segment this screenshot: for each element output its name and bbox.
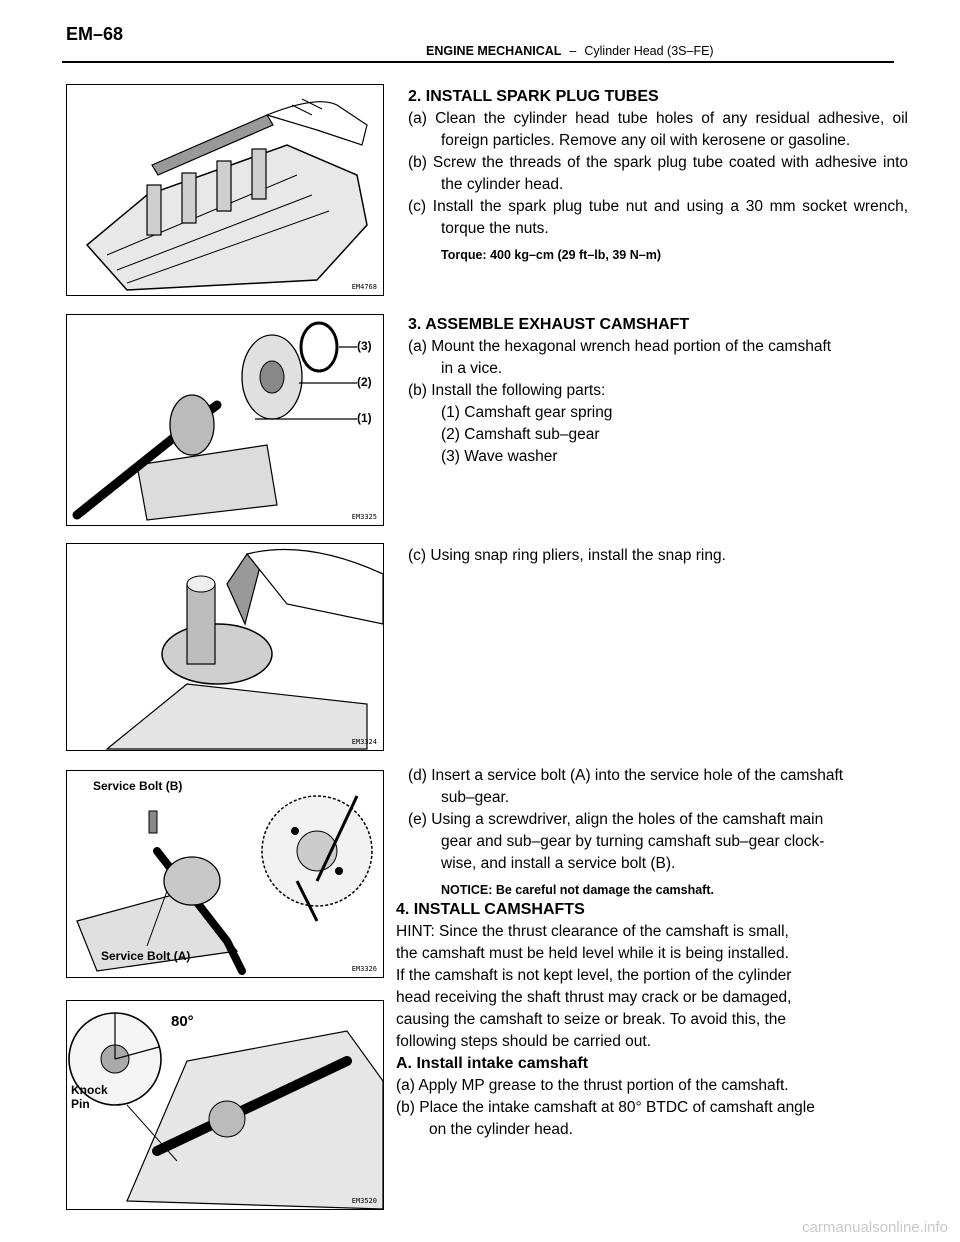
step-3-e-1: (e) Using a screwdriver, align the holes of the camshaft main bbox=[408, 811, 824, 828]
figure-service-bolts bbox=[66, 770, 384, 978]
step-3-de-block bbox=[408, 765, 908, 907]
step-3-e-3: wise, and install a service bolt (B). bbox=[441, 855, 676, 872]
header-rule bbox=[62, 61, 894, 63]
figure-snap-ring bbox=[66, 543, 384, 751]
figure-exhaust-camshaft-parts bbox=[66, 314, 384, 526]
hint-line-2: the camshaft must be held level while it is being installed. bbox=[396, 945, 789, 962]
section-title: ENGINE MECHANICAL bbox=[426, 44, 562, 58]
step-3-block bbox=[408, 314, 908, 468]
step-4-block bbox=[396, 899, 906, 1141]
step-3-b: (b) Install the following parts: bbox=[408, 382, 606, 399]
watermark: carmanualsonline.info bbox=[802, 1219, 948, 1236]
step-2-b: (b) Screw the threads of the spark plug tube coated with adhesive into the cylinder head. bbox=[408, 154, 908, 193]
label-part-3: (3) bbox=[357, 339, 372, 353]
step-4-a: (a) Apply MP grease to the thrust portion of the camshaft. bbox=[396, 1077, 789, 1094]
notice: NOTICE: Be careful not damage the camshaft. bbox=[441, 883, 714, 897]
intake-camshaft-illustration bbox=[67, 1001, 383, 1209]
step-4-sub-heading: A. Install intake camshaft bbox=[396, 1055, 589, 1072]
figure-code: EM4768 bbox=[351, 283, 377, 291]
hint-line-3: If the camshaft is not kept level, the portion of the cylinder bbox=[396, 967, 792, 984]
step-3-c: (c) Using snap ring pliers, install the snap ring. bbox=[408, 547, 726, 564]
label-knock-pin: Knock Pin bbox=[71, 1083, 108, 1111]
figure-spark-plug-tubes bbox=[66, 84, 384, 296]
step-2-block bbox=[408, 86, 908, 272]
camshaft-parts-illustration bbox=[67, 315, 383, 525]
label-service-bolt-a: Service Bolt (A) bbox=[101, 949, 191, 963]
step-3-e-2: gear and sub–gear by turning camshaft sub–gear clock- bbox=[441, 833, 825, 850]
step-2-heading: 2. INSTALL SPARK PLUG TUBES bbox=[408, 88, 659, 105]
label-angle: 80° bbox=[171, 1013, 194, 1030]
torque-spec: Torque: 400 kg–cm (29 ft–lb, 39 N–m) bbox=[441, 248, 661, 262]
figure-code: EM3324 bbox=[351, 738, 377, 746]
step-4-b-1: (b) Place the intake camshaft at 80° BTDC of camshaft angle bbox=[396, 1099, 815, 1116]
label-part-1: (1) bbox=[357, 411, 372, 425]
hint-line-5: causing the camshaft to seize or break. To avoid this, the bbox=[396, 1011, 787, 1028]
service-bolt-illustration bbox=[67, 771, 383, 977]
hint-line-6: following steps should be carried out. bbox=[396, 1033, 652, 1050]
snap-ring-illustration bbox=[67, 544, 383, 750]
page-number: EM–68 bbox=[66, 24, 124, 44]
step-2-a: (a) Clean the cylinder head tube holes of any residual adhesive, oil foreign particles. Remove any oil with kerosene or gasoline. bbox=[408, 110, 908, 149]
hint-line-1: HINT: Since the thrust clearance of the camshaft is small, bbox=[396, 923, 789, 940]
figure-code: EM3325 bbox=[351, 513, 377, 521]
step-3-a-2: in a vice. bbox=[441, 360, 503, 377]
step-2-c: (c) Install the spark plug tube nut and using a 30 mm socket wrench, torque the nuts. bbox=[408, 198, 908, 237]
page-header bbox=[426, 44, 714, 58]
part-3: (3) Wave washer bbox=[441, 448, 558, 465]
step-4-heading: 4. INSTALL CAMSHAFTS bbox=[396, 901, 585, 918]
figure-code: EM3326 bbox=[351, 965, 377, 973]
figure-code: EM3520 bbox=[351, 1197, 377, 1205]
label-service-bolt-b: Service Bolt (B) bbox=[93, 779, 183, 793]
step-3-c-block bbox=[408, 545, 908, 567]
figure-intake-camshaft bbox=[66, 1000, 384, 1210]
hint-line-4: head receiving the shaft thrust may crack or be damaged, bbox=[396, 989, 792, 1006]
step-4-b-2: on the cylinder head. bbox=[429, 1121, 573, 1138]
part-2: (2) Camshaft sub–gear bbox=[441, 426, 600, 443]
step-3-d-2: sub–gear. bbox=[441, 789, 510, 806]
step-3-d-1: (d) Insert a service bolt (A) into the service hole of the camshaft bbox=[408, 767, 844, 784]
part-1: (1) Camshaft gear spring bbox=[441, 404, 613, 421]
step-3-heading: 3. ASSEMBLE EXHAUST CAMSHAFT bbox=[408, 316, 690, 333]
subsection-title: Cylinder Head (3S–FE) bbox=[584, 44, 714, 58]
spark-plug-tube-illustration bbox=[67, 85, 383, 295]
step-3-a-1: (a) Mount the hexagonal wrench head portion of the camshaft bbox=[408, 338, 832, 355]
label-part-2: (2) bbox=[357, 375, 372, 389]
header-separator: – bbox=[569, 44, 577, 58]
